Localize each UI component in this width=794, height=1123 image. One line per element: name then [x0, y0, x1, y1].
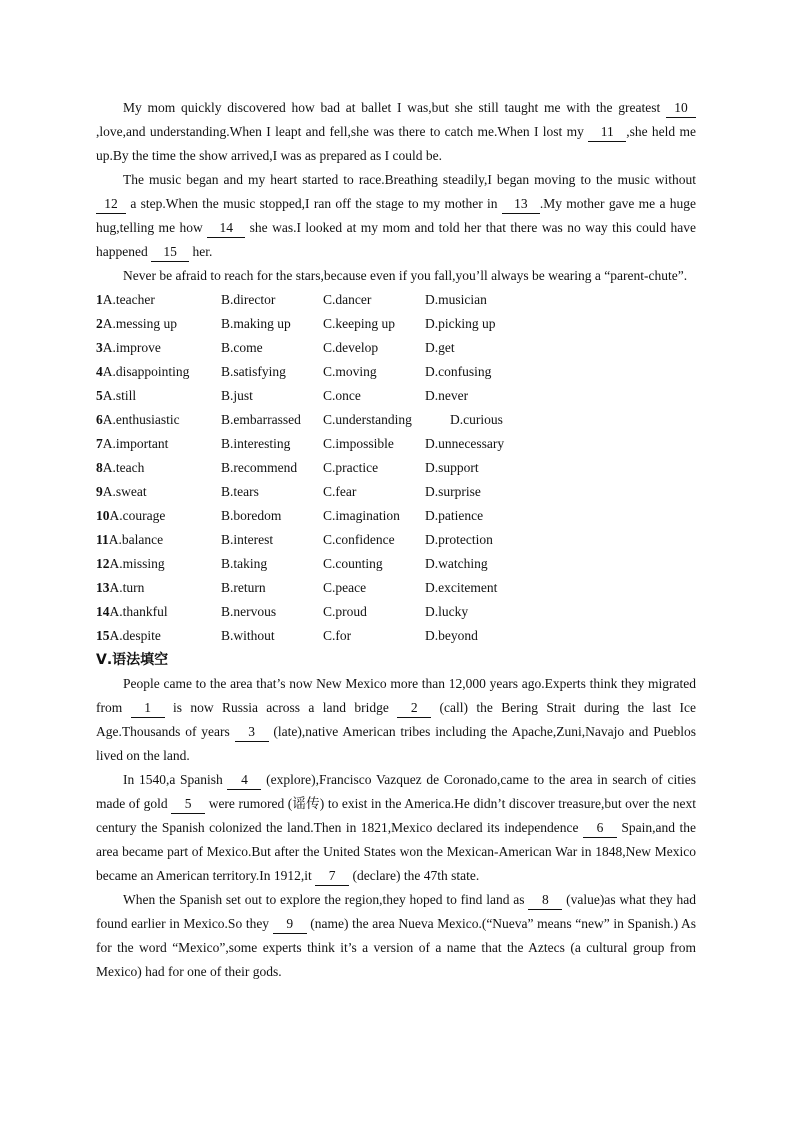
option-a: A.still: [102, 388, 137, 403]
blank-3: 3: [235, 723, 269, 742]
option-d: D.never: [425, 388, 469, 403]
blank-7: 7: [315, 867, 349, 886]
grammar-paragraph-1: [96, 672, 696, 768]
text: In 1540,a Spanish: [123, 772, 228, 787]
option-d: D.support: [425, 460, 479, 475]
blank-8: 8: [528, 891, 562, 910]
option-a: A.courage: [109, 508, 166, 523]
option-row: [96, 480, 696, 504]
option-row: [96, 576, 696, 600]
option-d: D.patience: [425, 508, 484, 523]
text: (declare) the 47th state.: [349, 868, 480, 883]
option-b: B.interesting: [221, 436, 291, 451]
option-row: [96, 408, 696, 432]
passage-paragraph-1: [96, 96, 696, 168]
question-number: 9: [96, 484, 103, 499]
option-b: B.director: [221, 292, 276, 307]
option-b: B.making up: [221, 316, 291, 331]
option-c: C.confidence: [323, 532, 395, 547]
option-c: C.practice: [323, 460, 379, 475]
question-number: 4: [96, 364, 103, 379]
option-b: B.boredom: [221, 508, 282, 523]
option-d: D.musician: [425, 292, 487, 307]
option-c: C.imagination: [323, 508, 400, 523]
section-title: Ⅴ.语法填空: [96, 652, 169, 668]
text: ,love,and understanding.When I leapt and fell,she was there to catch me.When I lost my: [96, 124, 589, 139]
option-b: B.satisfying: [221, 364, 286, 379]
option-a: A.balance: [108, 532, 164, 547]
question-number: 11: [96, 532, 109, 547]
grammar-paragraph-2: [96, 768, 696, 888]
blank-9: 9: [273, 915, 307, 934]
option-b: B.return: [221, 580, 266, 595]
option-row: [96, 552, 696, 576]
question-number: 3: [96, 340, 103, 355]
option-d: D.beyond: [425, 628, 478, 643]
blank-11: 11: [588, 123, 626, 142]
document-content: [96, 96, 696, 984]
text: My mom quickly discovered how bad at ballet I was,but she still taught me with the greatest: [123, 100, 666, 115]
option-c: C.dancer: [323, 292, 372, 307]
option-c: C.proud: [323, 604, 367, 619]
option-c: C.counting: [323, 556, 383, 571]
option-a: A.thankful: [109, 604, 168, 619]
option-b: B.recommend: [221, 460, 298, 475]
option-b: B.embarrassed: [221, 412, 301, 427]
text: ,she held me up.By the time the show arrived,I was as prepared as I could be.: [96, 124, 697, 163]
option-row: [96, 624, 696, 648]
option-c: C.understanding: [323, 412, 412, 427]
option-row: [96, 504, 696, 528]
text: When the Spanish set out to explore the region,they hoped to find land as: [123, 892, 529, 907]
option-c: C.for: [323, 628, 352, 643]
option-d: D.surprise: [425, 484, 481, 499]
option-b: B.interest: [221, 532, 274, 547]
blank-12: 12: [96, 195, 126, 214]
text: The music began and my heart started to race.Breathing steadily,I began moving to the music without: [123, 172, 696, 187]
option-a: A.disappointing: [102, 364, 190, 379]
grammar-paragraph-3: [96, 888, 696, 984]
passage-paragraph-3: Never be afraid to reach for the stars,because even if you fall,you’ll always be wearing a “parent-chute”.: [123, 268, 688, 283]
option-a: A.sweat: [102, 484, 147, 499]
option-d: D.excitement: [425, 580, 498, 595]
option-c: C.peace: [323, 580, 367, 595]
text: a step.When the music stopped,I ran off the stage to my mother in: [126, 196, 502, 211]
option-a: A.teach: [102, 460, 145, 475]
text: People came to the area that’s now New Mexico more than 12,000 years ago.Experts think they migrated from: [96, 676, 696, 715]
option-c: C.impossible: [323, 436, 394, 451]
option-a: A.messing up: [102, 316, 177, 331]
text: is now Russia across a land bridge: [164, 700, 398, 715]
option-row: [96, 384, 696, 408]
blank-5: 5: [171, 795, 205, 814]
option-row: [96, 336, 696, 360]
question-number: 13: [96, 580, 110, 595]
question-number: 6: [96, 412, 103, 427]
option-a: A.despite: [109, 628, 161, 643]
option-c: C.fear: [323, 484, 357, 499]
text: were rumored (谣传) to exist in the America.He didn’t discover treasure,but over the next century the Spanish colonized the land.Then in 1821,Mexico declared its independence: [96, 796, 696, 835]
option-d: D.picking up: [425, 316, 496, 331]
question-number: 8: [96, 460, 103, 475]
blank-14: 14: [207, 219, 245, 238]
option-b: B.tears: [221, 484, 259, 499]
blank-13: 13: [502, 195, 540, 214]
question-number: 14: [96, 604, 110, 619]
options-list: [96, 288, 696, 648]
option-row: [96, 456, 696, 480]
option-row: [96, 432, 696, 456]
question-number: 7: [96, 436, 103, 451]
option-row: [96, 528, 696, 552]
blank-2: 2: [397, 699, 431, 718]
question-number: 2: [96, 316, 103, 331]
option-c: C.once: [323, 388, 361, 403]
question-number: 1: [96, 292, 103, 307]
passage-paragraph-2: [96, 168, 696, 264]
option-c: C.moving: [323, 364, 377, 379]
option-b: B.without: [221, 628, 275, 643]
option-row: [96, 600, 696, 624]
question-number: 10: [96, 508, 110, 523]
blank-1: 1: [131, 699, 165, 718]
text: her.: [189, 244, 213, 259]
option-row: [96, 312, 696, 336]
option-b: B.come: [221, 340, 263, 355]
option-d: D.protection: [425, 532, 493, 547]
option-d: D.watching: [425, 556, 488, 571]
question-number: 5: [96, 388, 103, 403]
option-a: A.enthusiastic: [102, 412, 180, 427]
option-a: A.turn: [109, 580, 145, 595]
question-number: 12: [96, 556, 110, 571]
option-d: D.unnecessary: [425, 436, 505, 451]
option-a: A.teacher: [102, 292, 155, 307]
option-a: A.improve: [102, 340, 161, 355]
option-d: D.lucky: [425, 604, 469, 619]
option-c: C.keeping up: [323, 316, 395, 331]
option-b: B.taking: [221, 556, 268, 571]
blank-6: 6: [583, 819, 617, 838]
option-b: B.nervous: [221, 604, 277, 619]
option-row: [96, 360, 696, 384]
option-a: A.missing: [109, 556, 165, 571]
option-a: A.important: [102, 436, 169, 451]
text: (value)as what they had found earlier in Mexico.So they: [96, 892, 696, 931]
blank-15: 15: [151, 243, 189, 262]
text: she was.I looked at my mom and told her that there was no way this could have happened: [96, 220, 696, 259]
blank-4: 4: [227, 771, 261, 790]
option-d: D.get: [425, 340, 455, 355]
text: .My mother gave me a huge hug,telling me how: [96, 196, 697, 235]
option-row: [96, 288, 696, 312]
text: Spain,and the area became part of Mexico.But after the United States won the Mexican-American War in 1848,New Mexico became an American territory.In 1912,it: [96, 820, 696, 883]
option-d: D.curious: [450, 412, 503, 427]
text: (name) the area Nueva Mexico.(“Nueva” means “new” in Spanish.) As for the word “Mexico”,some experts think it’s a version of a name that the Aztecs (a cultural group from Mexico) had for one of their gods.: [96, 916, 696, 979]
text: (late),native American tribes including the Apache,Zuni,Navajo and Pueblos lived on the land.: [96, 724, 696, 763]
question-number: 15: [96, 628, 110, 643]
option-b: B.just: [221, 388, 253, 403]
text: (explore),Francisco Vazquez de Coronado,came to the area in search of cities made of gold: [96, 772, 696, 811]
text: (call) the Bering Strait during the last Ice Age.Thousands of years: [96, 700, 696, 739]
option-d: D.confusing: [425, 364, 492, 379]
option-c: C.develop: [323, 340, 379, 355]
blank-10: 10: [666, 99, 696, 118]
